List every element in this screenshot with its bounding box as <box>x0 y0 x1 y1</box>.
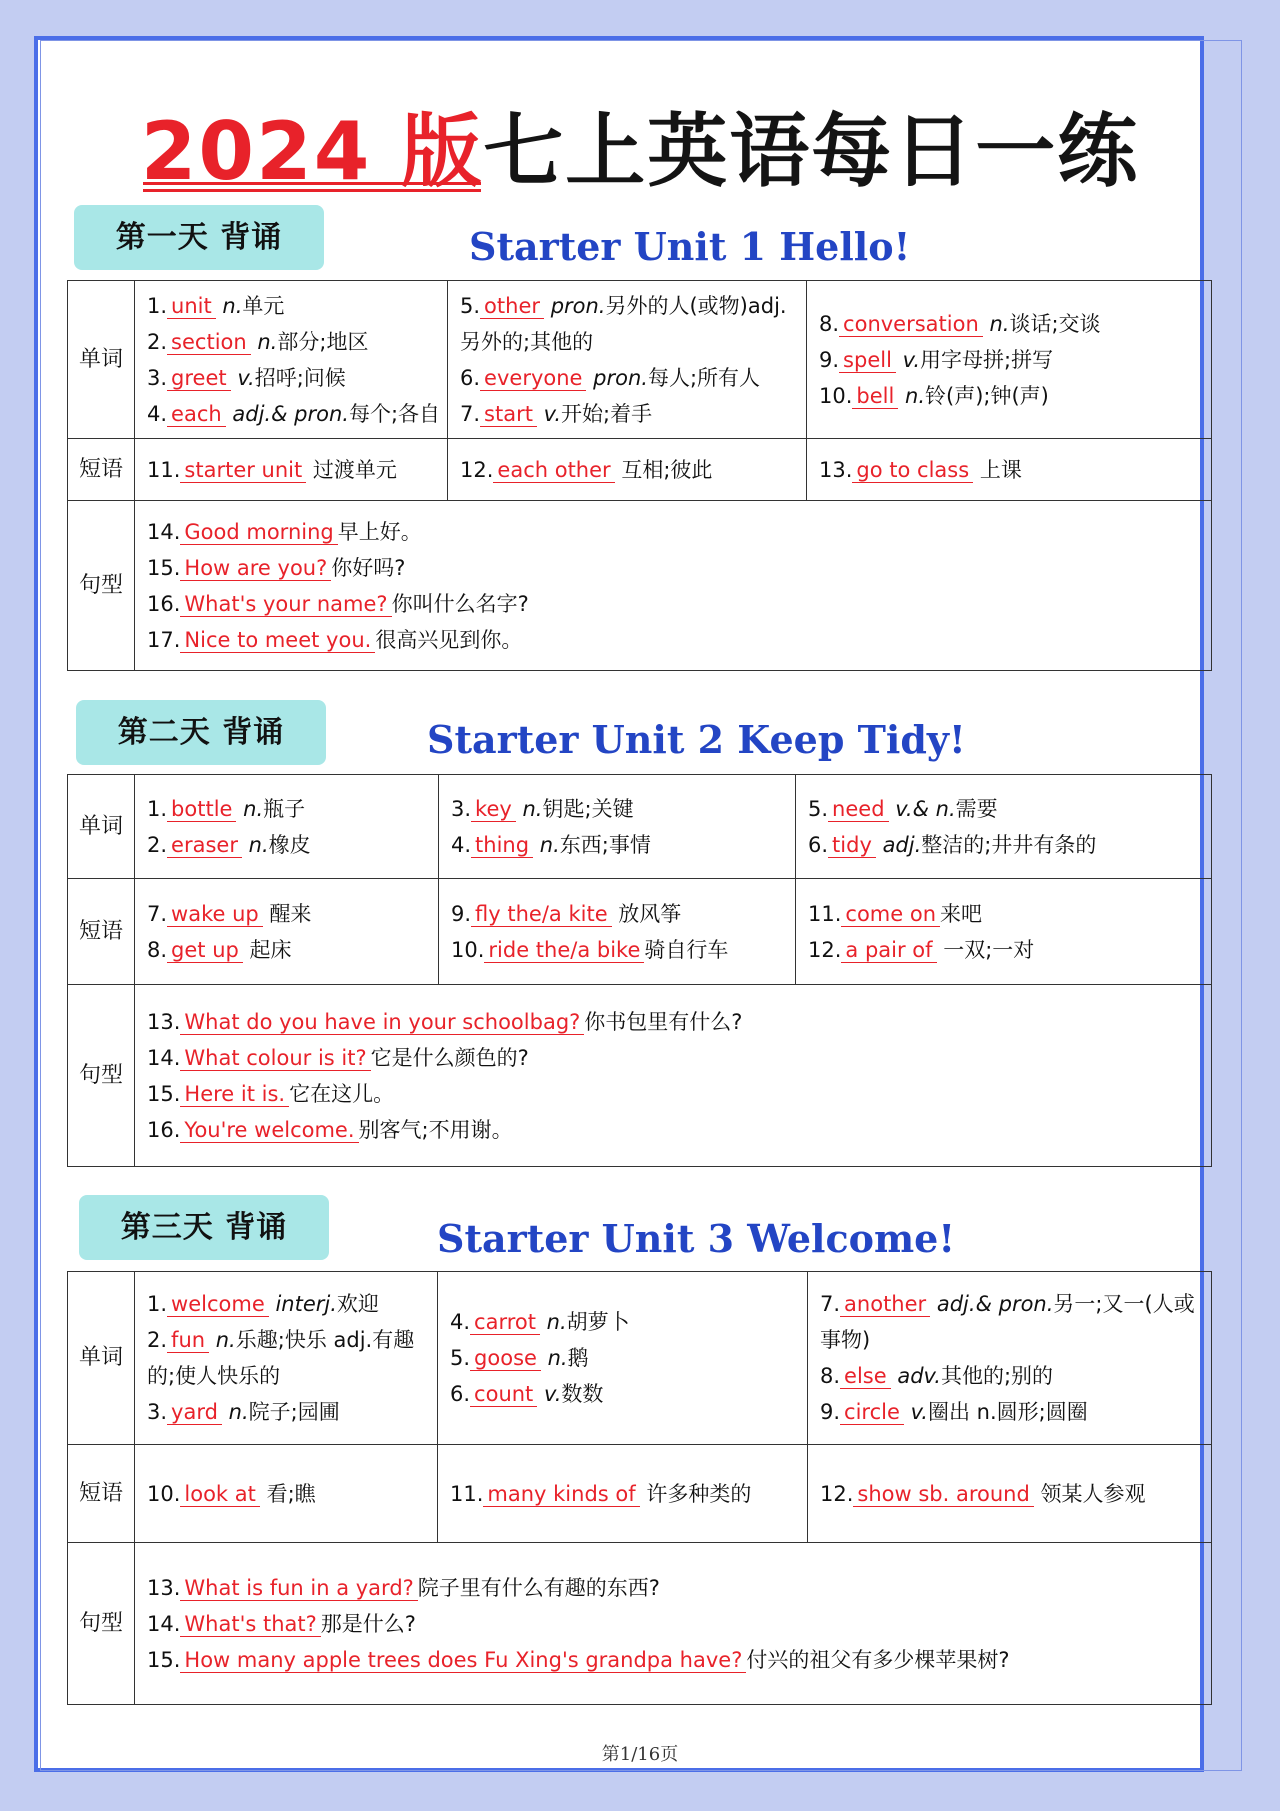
word-item: 6. tidy adj.整洁的;井井有条的 <box>808 832 1097 857</box>
day-badge: 第三天 背诵 <box>79 1195 329 1260</box>
sentence-item: 14. Good morning 早上好。 <box>147 519 422 544</box>
sentence-item: 16. What's your name? 你叫什么名字? <box>147 591 529 616</box>
label-words: 单词 <box>68 1272 135 1445</box>
title-main: 七上英语每日一练 <box>483 105 1140 198</box>
word-item: 8. conversation n.谈话;交谈 <box>819 311 1101 336</box>
word-item: 3. yard n.院子;园圃 <box>147 1400 340 1424</box>
word-item: 2. eraser n.橡皮 <box>147 832 311 857</box>
phrase-cell: 7. wake up 醒来 8. get up 起床 <box>135 879 439 985</box>
word-item: 1. unit n.单元 <box>147 293 285 318</box>
sentence-item: 15. Here it is. 它在这儿。 <box>147 1081 395 1106</box>
phrase-cell: 11. come on 来吧 12. a pair of 一双;一对 <box>796 879 1212 985</box>
label-phrases: 短语 <box>68 879 135 985</box>
word-item: 3. greet v.招呼;问候 <box>147 365 346 390</box>
words-col-1 <box>135 775 439 879</box>
word-item: 1. welcome interj.欢迎 <box>147 1292 379 1316</box>
sentence-item: 17. Nice to meet you. 很高兴见到你。 <box>147 627 523 652</box>
words-col-3 <box>808 1272 1212 1445</box>
day2-table <box>67 774 1212 1167</box>
sentences-cell <box>135 501 1212 671</box>
word-item: 5. other pron.另外的人(或物)adj.另外的;其他的 <box>460 293 787 354</box>
word-item: 8. else adv.其他的;别的 <box>820 1364 1054 1388</box>
label-phrases: 短语 <box>68 1445 135 1543</box>
word-item: 5. need v.& n.需要 <box>808 796 998 821</box>
word-item: 7. another adj.& pron.另一;又一(人或事物) <box>820 1292 1195 1352</box>
word-item: 10. bell n.铃(声);钟(声) <box>819 383 1049 408</box>
word-item: 9. spell v.用字母拼;拼写 <box>819 347 1054 372</box>
word-item: 4. carrot n.胡萝卜 <box>450 1310 630 1334</box>
sentence-item: 14. What colour is it? 它是什么颜色的? <box>147 1045 529 1070</box>
words-col-2 <box>439 775 796 879</box>
sentences-cell <box>135 985 1212 1167</box>
label-words: 单词 <box>68 281 135 439</box>
sentences-cell <box>135 1543 1212 1705</box>
words-col-2 <box>438 1272 808 1445</box>
title-year: 2024 版 <box>140 105 484 198</box>
phrase-cell: 10. look at 看;瞧 <box>135 1445 438 1543</box>
word-item: 2. section n.部分;地区 <box>147 329 369 354</box>
words-col-1 <box>135 1272 438 1445</box>
word-item: 6. count v.数数 <box>450 1382 604 1406</box>
page-number: 第1/16页 <box>601 1744 679 1765</box>
label-words: 单词 <box>68 775 135 879</box>
word-item: 2. fun n.乐趣;快乐 adj.有趣的;使人快乐的 <box>147 1328 415 1388</box>
phrase-cell: 12. each other 互相;彼此 <box>448 439 807 501</box>
words-col-3 <box>796 775 1212 879</box>
page-title <box>0 102 1280 202</box>
word-item: 4. thing n.东西;事情 <box>451 832 651 857</box>
unit-title: Starter Unit 1 Hello! <box>469 224 911 269</box>
unit-title: Starter Unit 2 Keep Tidy! <box>427 717 966 762</box>
day3-table <box>67 1271 1212 1705</box>
word-item: 1. bottle n.瓶子 <box>147 796 306 821</box>
phrase-cell: 12. show sb. around 领某人参观 <box>808 1445 1212 1543</box>
unit-title: Starter Unit 3 Welcome! <box>437 1216 956 1261</box>
label-phrases: 短语 <box>68 439 135 501</box>
word-item: 5. goose n.鹅 <box>450 1346 589 1370</box>
word-item: 7. start v.开始;着手 <box>460 401 653 426</box>
sentence-item: 16. You're welcome. 别客气;不用谢。 <box>147 1117 513 1142</box>
words-col-2 <box>448 281 807 439</box>
word-item: 6. everyone pron.每人;所有人 <box>460 365 761 390</box>
word-item: 3. key n.钥匙;关键 <box>451 796 634 821</box>
sentence-item: 13. What is fun in a yard? 院子里有什么有趣的东西? <box>147 1575 660 1600</box>
phrase-cell: 13. go to class 上课 <box>807 439 1212 501</box>
day1-table <box>67 280 1212 671</box>
phrase-cell: 9. fly the/a kite 放风筝 10. ride the/a bike 骑自行车 <box>439 879 796 985</box>
words-col-3 <box>807 281 1212 439</box>
phrase-cell: 11. starter unit 过渡单元 <box>135 439 448 501</box>
sentence-item: 15. How are you? 你好吗? <box>147 555 406 580</box>
word-item: 9. circle v.圈出 n.圆形;圆圈 <box>820 1400 1088 1424</box>
word-item: 4. each adj.& pron.每个;各自 <box>147 401 441 426</box>
label-sentences: 句型 <box>68 985 135 1167</box>
sentence-item: 13. What do you have in your schoolbag? 你书包里有什么? <box>147 1009 743 1034</box>
day-badge: 第二天 背诵 <box>76 700 326 765</box>
sentence-item: 14. What's that? 那是什么? <box>147 1611 416 1636</box>
day-badge: 第一天 背诵 <box>74 205 324 270</box>
label-sentences: 句型 <box>68 1543 135 1705</box>
words-col-1 <box>135 281 448 439</box>
label-sentences: 句型 <box>68 501 135 671</box>
phrase-cell: 11. many kinds of 许多种类的 <box>438 1445 808 1543</box>
sentence-item: 15. How many apple trees does Fu Xing's grandpa have? 付兴的祖父有多少棵苹果树? <box>147 1647 1010 1672</box>
